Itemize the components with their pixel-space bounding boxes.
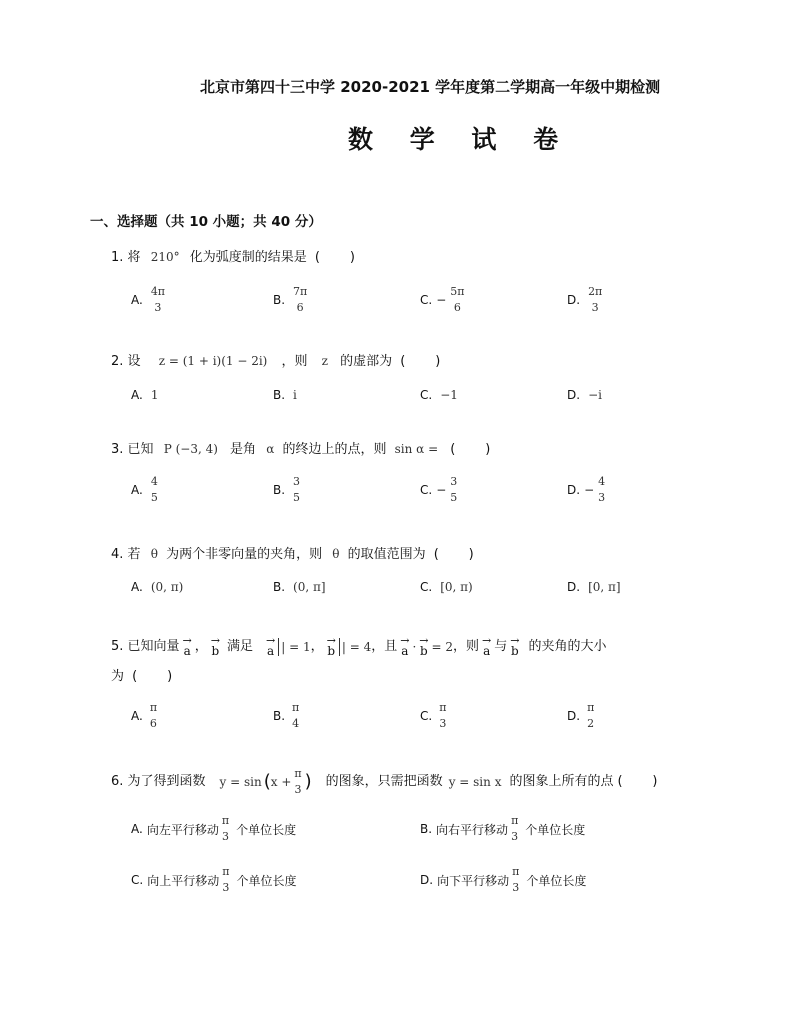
answer-blank	[132, 668, 172, 686]
subject-title: 数 学 试 卷	[348, 125, 573, 154]
answer-blank	[617, 773, 657, 791]
q1-option-a: A. 4π 3	[131, 285, 166, 314]
q5-option-b: B. π 4	[273, 701, 300, 730]
question-4: 4. 若 θ 为两个非零向量的夹角，则 θ 的取值范围为 ( )	[111, 545, 474, 564]
q3-option-c: C. − 3 5	[420, 475, 458, 504]
question-1	[111, 248, 355, 267]
section-heading: 一、选择题（共 10 小题；共 40 分）	[90, 214, 322, 230]
q1-option-d: D. 2π 3	[567, 285, 603, 314]
question-3: 3. 已知 P (−3, 4) 是角 α 的终边上的点，则 sin α = ( )	[111, 440, 490, 459]
q4-option-c: C. [0, π)	[420, 580, 473, 594]
q6-option-a: A. 向左平行移动 π 3 个单位长度	[131, 814, 297, 843]
answer-blank	[450, 441, 490, 459]
q5-option-a: A. π 6	[131, 701, 158, 730]
q5-option-d: D. π 2	[567, 701, 595, 730]
q2-expr: z = (1 + i)(1 − 2i)	[158, 354, 268, 368]
q2-option-b: B. i	[273, 388, 297, 402]
q1-text: 化为弧度制的结果是	[189, 250, 307, 265]
q4-option-a: A. (0, π)	[131, 580, 184, 594]
q1-option-c: C. − 5π 6	[420, 285, 465, 314]
q5-option-c: C. π 3	[420, 701, 447, 730]
q2-option-d: D. −i	[567, 388, 602, 402]
vector-a: → a	[182, 634, 192, 658]
q3-option-a: A. 4 5	[131, 475, 158, 504]
vector-b: → b	[210, 634, 220, 658]
exam-title: 北京市第四十三中学 2020-2021 学年度第二学期高一年级中期检测	[200, 78, 661, 96]
question-6: 6. 为了得到函数 y = sin ( x + π 3 ) 的图象，只需把函数 y = sin x 的图象上所有的点 ( )	[111, 766, 657, 798]
q2-option-a: A. 1	[131, 388, 159, 402]
q2-option-c: C. −1	[420, 388, 458, 402]
answer-blank	[400, 353, 440, 371]
q3-option-b: B. 3 5	[273, 475, 301, 504]
q3-option-d: D. − 4 3	[567, 475, 606, 504]
answer-blank	[434, 546, 474, 564]
q4-option-b: B. (0, π]	[273, 580, 326, 594]
q6-option-c: C. 向上平行移动 π 3 个单位长度	[131, 865, 297, 894]
q1-expr: 210°	[150, 250, 180, 264]
q4-option-d: D. [0, π]	[567, 580, 621, 594]
answer-blank	[315, 249, 355, 267]
q1-option-b: B. 7π 6	[273, 285, 308, 314]
question-5: 5. 已知向量 → a ， → b 满足 → a | = 1 ， → b | = 4 ，且 → a · → b = 2 ，则 → a 与 → b 的夹角的大小	[111, 634, 607, 658]
q6-option-b: B. 向右平行移动 π 3 个单位长度	[420, 814, 586, 843]
q2-number: 2. 设	[111, 354, 141, 369]
question-5-line-2: 为 ( )	[111, 668, 172, 686]
q6-option-d: D. 向下平行移动 π 3 个单位长度	[420, 865, 587, 894]
q1-number: 1. 将	[111, 250, 141, 265]
question-2: 2. 设 z = (1 + i)(1 − 2i) ，则 z 的虚部为 ( )	[111, 352, 440, 371]
